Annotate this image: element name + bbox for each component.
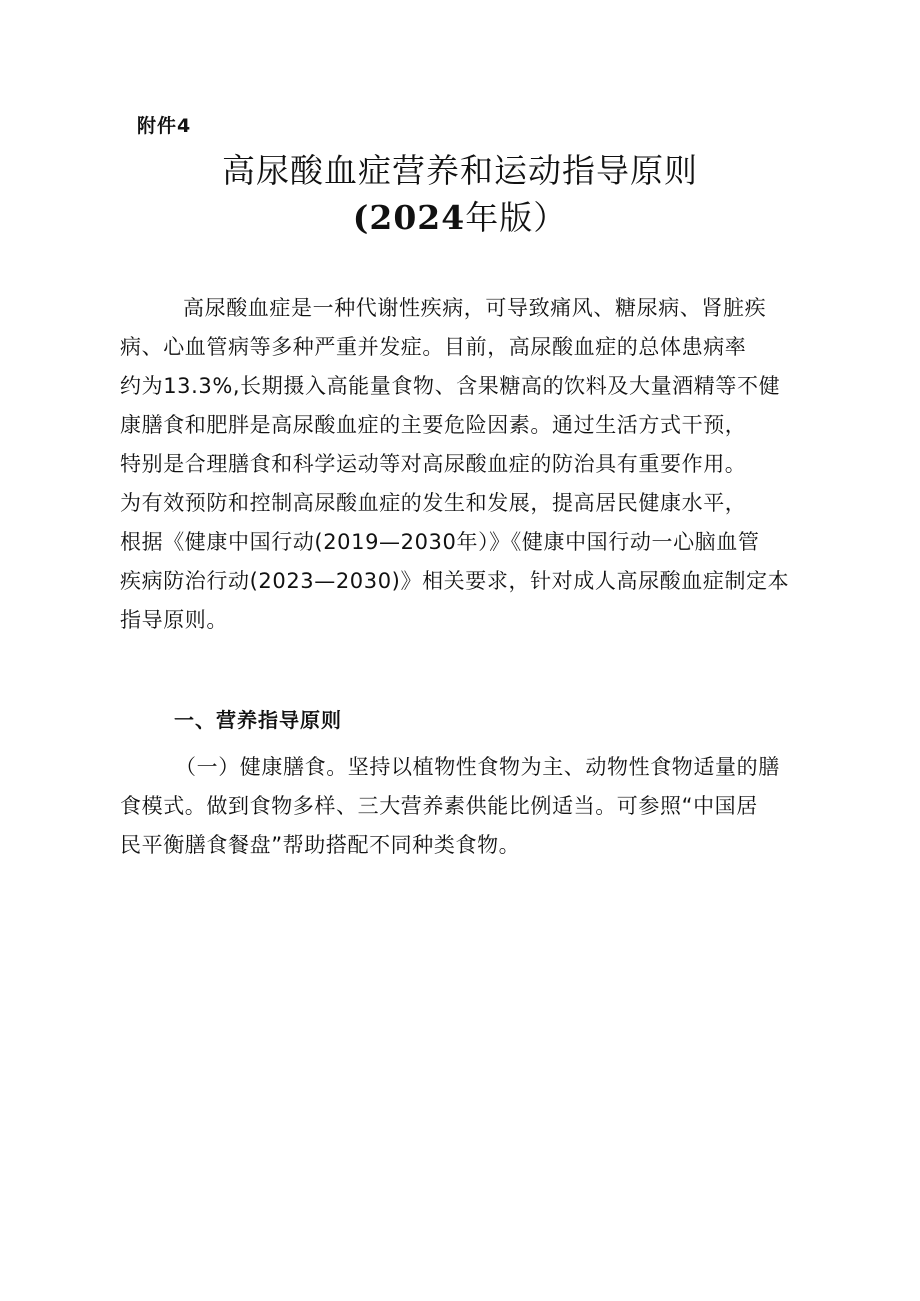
document-edition	[0, 196, 920, 240]
text-line: 食模式。做到食物多样、三大营养素供能比例适当。可参照“中国居	[120, 794, 758, 818]
document-title: 高尿酸血症营养和运动指导原则	[222, 151, 698, 190]
text-line: 高尿酸血症是一种代谢性疾病，可导致痛风、糖尿病、肾脏疾	[183, 296, 767, 320]
attachment-label: 附件4	[137, 115, 192, 137]
edition-label: 年版）	[465, 198, 568, 237]
text-line: 疾病防治行动(2023—2030)》相关要求，针对成人高尿酸血症制定本	[120, 569, 790, 593]
edition-year: (2024	[352, 198, 466, 237]
text-line: 民平衡膳食餐盘”帮助搭配不同种类食物。	[120, 833, 521, 857]
text-line: 康膳食和肥胖是高尿酸血症的主要危险因素。通过生活方式干预，	[120, 413, 747, 437]
text-line: 为有效预防和控制高尿酸血症的发生和发展，提高居民健康水平，	[120, 491, 747, 515]
text-line: 指导原则。	[120, 608, 228, 632]
intro-paragraph	[120, 289, 820, 640]
section-heading: 一、营养指导原则	[174, 708, 342, 732]
text-line: 约为13.3%,长期摄入高能量食物、含果糖高的饮料及大量酒精等不健	[120, 374, 781, 398]
text-line: 根据《健康中国行动(2019—2030年）》《健康中国行动一心脑血管	[120, 530, 760, 554]
text-line: 特别是合理膳食和科学运动等对高尿酸血症的防治具有重要作用。	[120, 452, 747, 476]
text-line: （一）健康膳食。坚持以植物性食物为主、动物性食物适量的膳	[175, 755, 780, 779]
text-line: 病、心血管病等多种严重并发症。目前，高尿酸血症的总体患病率	[120, 335, 747, 359]
subsection-paragraph	[120, 748, 820, 865]
